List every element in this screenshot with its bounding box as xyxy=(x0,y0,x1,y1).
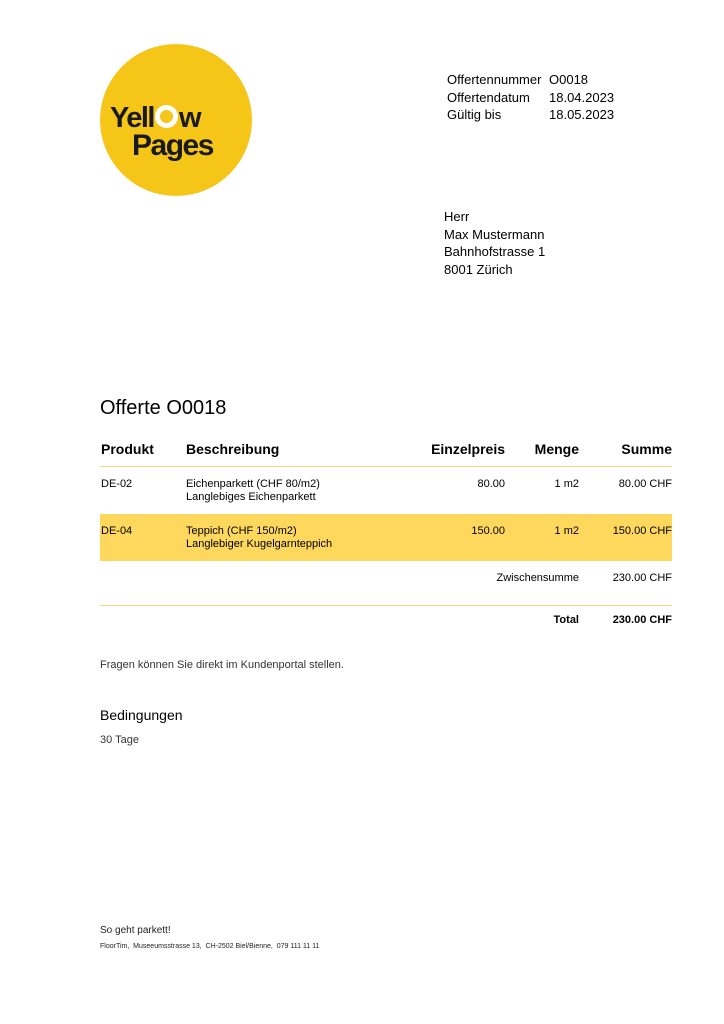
cell-quantity: 1 m2 xyxy=(554,478,579,490)
cell-quantity: 1 m2 xyxy=(554,525,579,537)
meta-row-valid xyxy=(447,106,614,124)
meta-value: 18.05.2023 xyxy=(549,107,615,122)
cell-description xyxy=(186,478,420,514)
offer-meta xyxy=(447,71,614,124)
items-table xyxy=(100,436,672,626)
total-row xyxy=(100,606,672,626)
address-name: Max Mustermann xyxy=(444,226,545,242)
cell-description xyxy=(186,525,420,561)
meta-value: 18.04.2023 xyxy=(549,89,615,105)
meta-label: Gültig bis xyxy=(447,107,502,122)
header-description: Beschreibung xyxy=(186,441,280,457)
meta-label: Offertennummer xyxy=(447,72,542,87)
header-unit-price: Einzelpreis xyxy=(431,441,505,457)
cell-product: DE-04 xyxy=(101,525,133,537)
portal-note: Fragen können Sie direkt im Kundenportal stellen. xyxy=(100,659,344,671)
cell-product: DE-02 xyxy=(101,478,133,490)
logo-ring-icon xyxy=(155,105,178,128)
cell-sum: 150.00 CHF xyxy=(612,525,672,537)
conditions-title: Bedingungen xyxy=(100,707,183,723)
table-row xyxy=(100,467,672,514)
cell-sum: 80.00 CHF xyxy=(618,478,672,490)
description-line-1: Teppich (CHF 150/m2) xyxy=(186,525,297,537)
meta-row-date xyxy=(447,89,614,107)
logo-text-yell: Yell xyxy=(110,102,154,134)
description-line-2: Langlebiger Kugelgarnteppich xyxy=(186,538,333,550)
subtotal-label: Zwischensumme xyxy=(496,572,579,584)
meta-label: Offertendatum xyxy=(447,89,530,105)
yellow-pages-logo xyxy=(100,44,252,196)
address-salutation: Herr xyxy=(444,209,470,224)
logo-text-w: w xyxy=(179,102,201,134)
logo-line-2: Pages xyxy=(132,129,213,162)
header-quantity: Menge xyxy=(534,441,579,457)
footer-address: FloorTim, Museeumsstrasse 13, CH-2502 Biel/Bienne, 079 111 11 11 xyxy=(100,943,320,950)
address-city: 8001 Zürich xyxy=(444,261,513,277)
cell-unit-price: 80.00 xyxy=(477,478,505,490)
footer-slogan: So geht parkett! xyxy=(100,925,171,936)
table-header xyxy=(100,436,672,467)
recipient-address xyxy=(444,208,545,278)
subtotal-value: 230.00 CHF xyxy=(612,572,672,584)
meta-value: O0018 xyxy=(549,72,589,87)
meta-row-number xyxy=(447,71,614,89)
header-sum: Summe xyxy=(621,441,672,457)
conditions-text: 30 Tage xyxy=(100,734,139,746)
total-value: 230.00 CHF xyxy=(612,614,672,626)
table-row xyxy=(100,514,672,561)
page-title: Offerte O0018 xyxy=(100,397,227,419)
cell-unit-price: 150.00 xyxy=(471,525,505,537)
header-product: Produkt xyxy=(101,441,154,457)
subtotal-row xyxy=(100,561,672,606)
description-line-2: Langlebiges Eichenparkett xyxy=(186,491,316,503)
description-line-1: Eichenparkett (CHF 80/m2) xyxy=(186,478,320,490)
total-label: Total xyxy=(553,614,579,626)
address-street: Bahnhofstrasse 1 xyxy=(444,244,546,259)
